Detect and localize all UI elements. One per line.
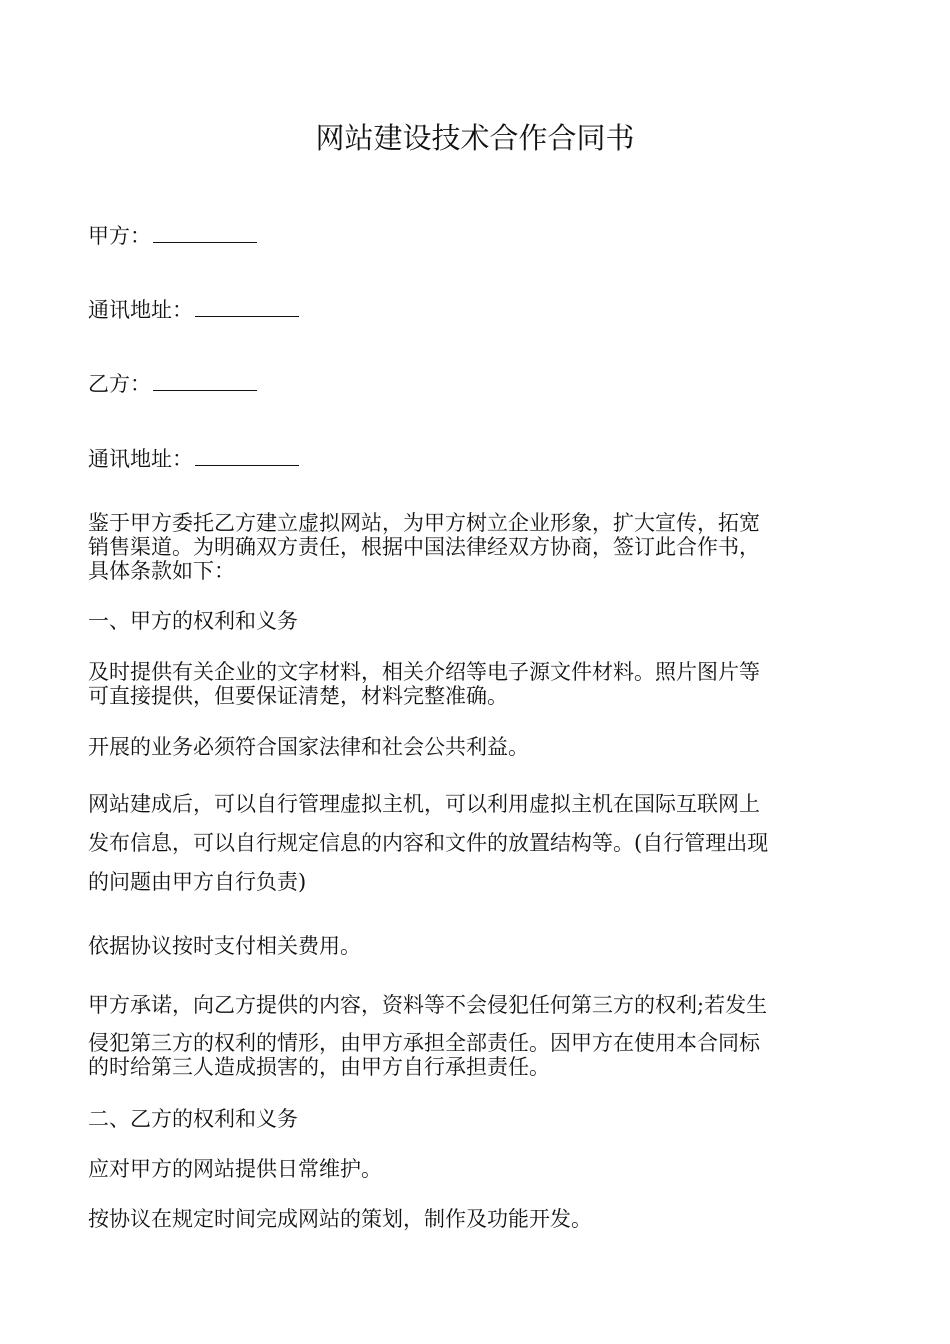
party-a-label: 甲方： xyxy=(88,224,151,248)
party-b-address-field xyxy=(88,447,868,471)
preamble-line: 销售渠道。为明确双方责任，根据中国法律经双方协商，签订此合作书， xyxy=(88,535,760,559)
s1-paragraph-4: 依据协议按时支付相关费用。 xyxy=(88,934,361,958)
paragraph-line: 甲方承诺，向乙方提供的内容，资料等不会侵犯任何第三方的权利;若发生 xyxy=(88,993,768,1017)
paragraph-line: 网站建成后，可以自行管理虚拟主机，可以利用虚拟主机在国际互联网上 xyxy=(88,792,760,816)
preamble-line: 具体条款如下： xyxy=(88,559,235,583)
paragraph-line: 发布信息，可以自行规定信息的内容和文件的放置结构等。(自行管理出现 xyxy=(88,831,769,855)
party-b-address-label: 通讯地址： xyxy=(88,447,193,471)
party-b-field xyxy=(88,372,868,396)
party-b-blank[interactable] xyxy=(153,374,257,391)
s1-paragraph-5 xyxy=(88,993,868,1079)
party-b-address-blank[interactable] xyxy=(195,449,299,466)
s1-paragraph-3 xyxy=(88,785,868,902)
paragraph-line: 侵犯第三方的权利的情形，由甲方承担全部责任。因甲方在使用本合同标 xyxy=(88,1031,760,1055)
party-a-address-label: 通讯地址： xyxy=(88,298,193,322)
preamble-paragraph xyxy=(88,511,868,583)
section2-heading: 二、乙方的权利和义务 xyxy=(88,1107,298,1131)
s1-paragraph-2: 开展的业务必须符合国家法律和社会公共利益。 xyxy=(88,735,529,759)
party-a-address-field xyxy=(88,298,868,322)
preamble-line: 鉴于甲方委托乙方建立虚拟网站，为甲方树立企业形象，扩大宣传，拓宽 xyxy=(88,511,760,535)
paragraph-line: 及时提供有关企业的文字材料，相关介绍等电子源文件材料。照片图片等 xyxy=(88,660,760,684)
s2-paragraph-1: 应对甲方的网站提供日常维护。 xyxy=(88,1157,382,1181)
party-b-label: 乙方： xyxy=(88,372,151,396)
s1-paragraph-1 xyxy=(88,660,868,708)
paragraph-line: 可直接提供，但要保证清楚，材料完整准确。 xyxy=(88,684,508,708)
paragraph-line: 的时给第三人造成损害的，由甲方自行承担责任。 xyxy=(88,1055,550,1079)
party-a-address-blank[interactable] xyxy=(195,300,299,317)
document-title: 网站建设技术合作合同书 xyxy=(315,121,635,155)
paragraph-line: 的问题由甲方自行负责) xyxy=(88,870,307,894)
s2-paragraph-2: 按协议在规定时间完成网站的策划，制作及功能开发。 xyxy=(88,1207,592,1231)
party-a-field xyxy=(88,224,868,248)
party-a-blank[interactable] xyxy=(153,226,257,243)
section1-heading: 一、甲方的权利和义务 xyxy=(88,609,298,633)
